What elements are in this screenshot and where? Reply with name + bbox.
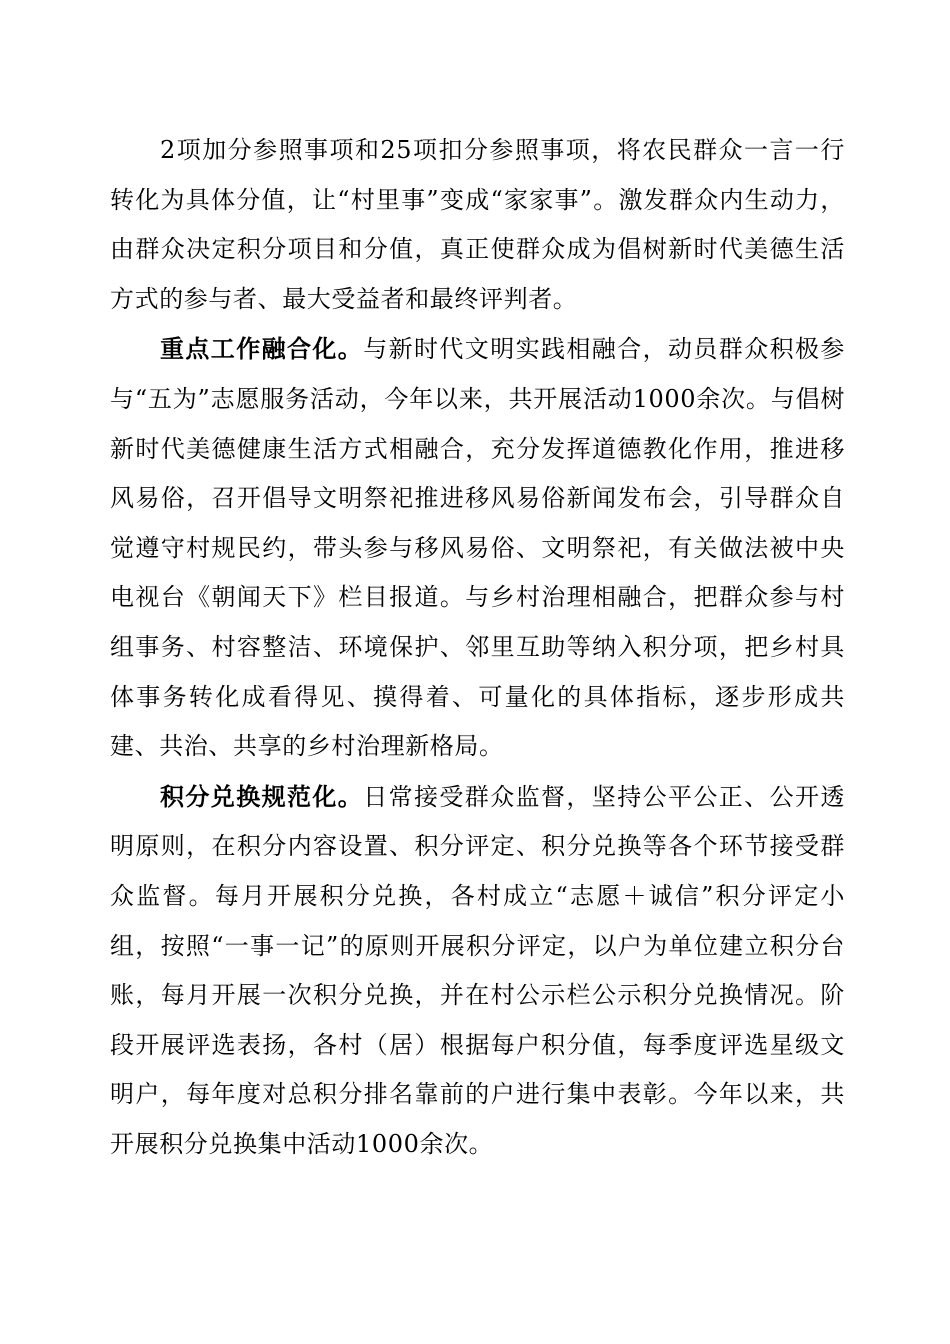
paragraph-heading: 积分兑换规范化。 bbox=[160, 781, 364, 811]
document-body bbox=[110, 126, 845, 1169]
paragraph-text: 日常接受群众监督，坚持公平公正、公开透明原则，在积分内容设置、积分评定、积分兑换等各个环节接受群众监督。每月开展积分兑换，各村成立“志愿＋诚信”积分评定小组，按照“一事一记”的原则开展积分评定，以户为单位建立积分台账，每月开展一次积分兑换，并在村公示栏公示积分兑换情况。阶段开展评选表扬，各村（居）根据每户积分值，每季度评选星级文明户，每年度对总积分排名靠前的户进行集中表彰。今年以来，共开展积分兑换集中活动1000余次。 bbox=[110, 782, 845, 1158]
paragraph-exchange-standardization bbox=[110, 772, 845, 1170]
paragraph-text: 2项加分参照事项和25项扣分参照事项，将农民群众一言一行转化为具体分值，让“村里事”变成“家家事”。激发群众内生动力，由群众决定积分项目和分值，真正使群众成为倡树新时代美德生活方式的参与者、最大受益者和最终评判者。 bbox=[110, 136, 845, 313]
paragraph-scoring-items bbox=[110, 126, 845, 324]
paragraph-heading: 重点工作融合化。 bbox=[160, 334, 364, 364]
paragraph-text: 与新时代文明实践相融合，动员群众积极参与“五为”志愿服务活动，今年以来，共开展活动1000余次。与倡树新时代美德健康生活方式相融合，充分发挥道德教化作用，推进移风易俗，召开倡导文明祭祀推进移风易俗新闻发布会，引导群众自觉遵守村规民约，带头参与移风易俗、文明祭祀，有关做法被中央电视台《朝闻天下》栏目报道。与乡村治理相融合，把群众参与村组事务、村容整洁、环境保护、邻里互助等纳入积分项，把乡村具体事务转化成看得见、摸得着、可量化的具体指标，逐步形成共建、共治、共享的乡村治理新格局。 bbox=[110, 335, 845, 761]
paragraph-work-integration bbox=[110, 324, 845, 771]
